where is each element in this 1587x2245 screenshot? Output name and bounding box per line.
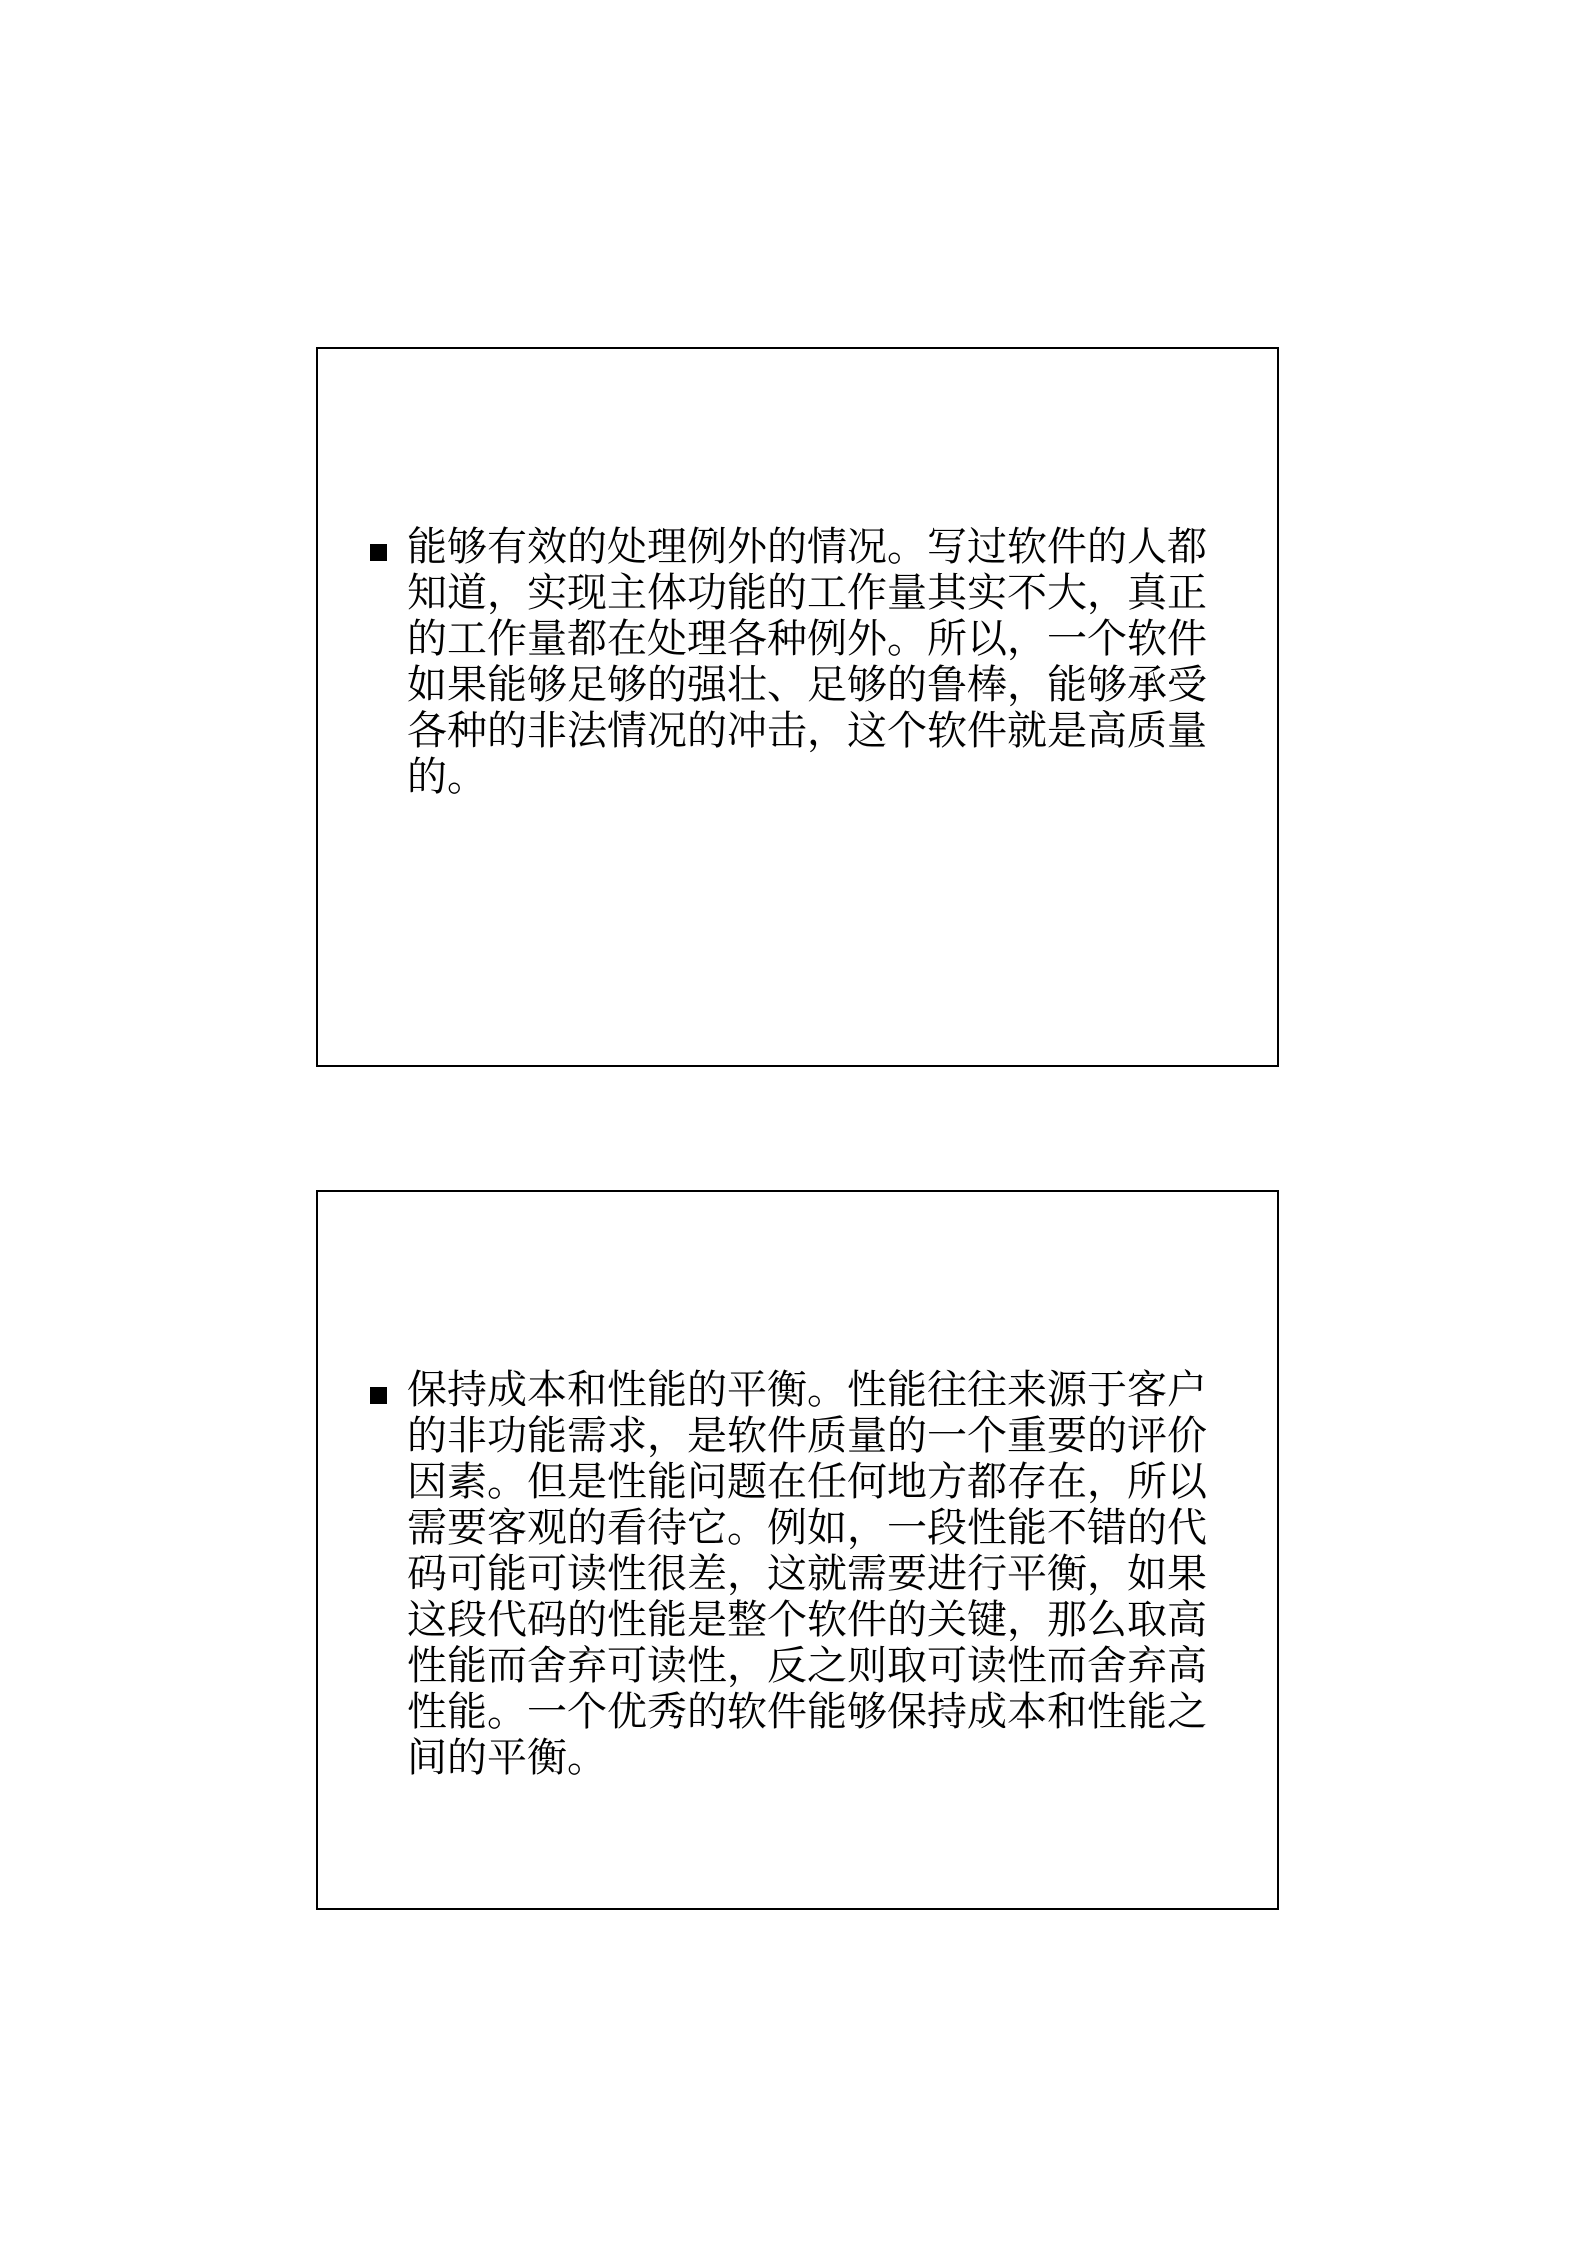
bullet-item <box>370 1367 1210 1781</box>
square-bullet-icon <box>370 1387 387 1404</box>
square-bullet-icon <box>370 544 387 561</box>
slide-2 <box>316 1190 1279 1910</box>
bullet-item <box>370 524 1210 800</box>
bullet-text: 保持成本和性能的平衡。性能往往来源于客户的非功能需求，是软件质量的一个重要的评价因素。但是性能问题在任何地方都存在，所以需要客观的看待它。例如，一段性能不错的代码可能可读性很差，这就需要进行平衡，如果这段代码的性能是整个软件的关键，那么取高性能而舍弃可读性，反之则取可读性而舍弃高性能。一个优秀的软件能够保持成本和性能之间的平衡。 <box>407 1367 1207 1781</box>
bullet-text: 能够有效的处理例外的情况。写过软件的人都知道，实现主体功能的工作量其实不大，真正的工作量都在处理各种例外。所以，一个软件如果能够足够的强壮、足够的鲁棒，能够承受各种的非法情况的冲击，这个软件就是高质量的。 <box>407 524 1207 800</box>
slide-1 <box>316 347 1279 1067</box>
